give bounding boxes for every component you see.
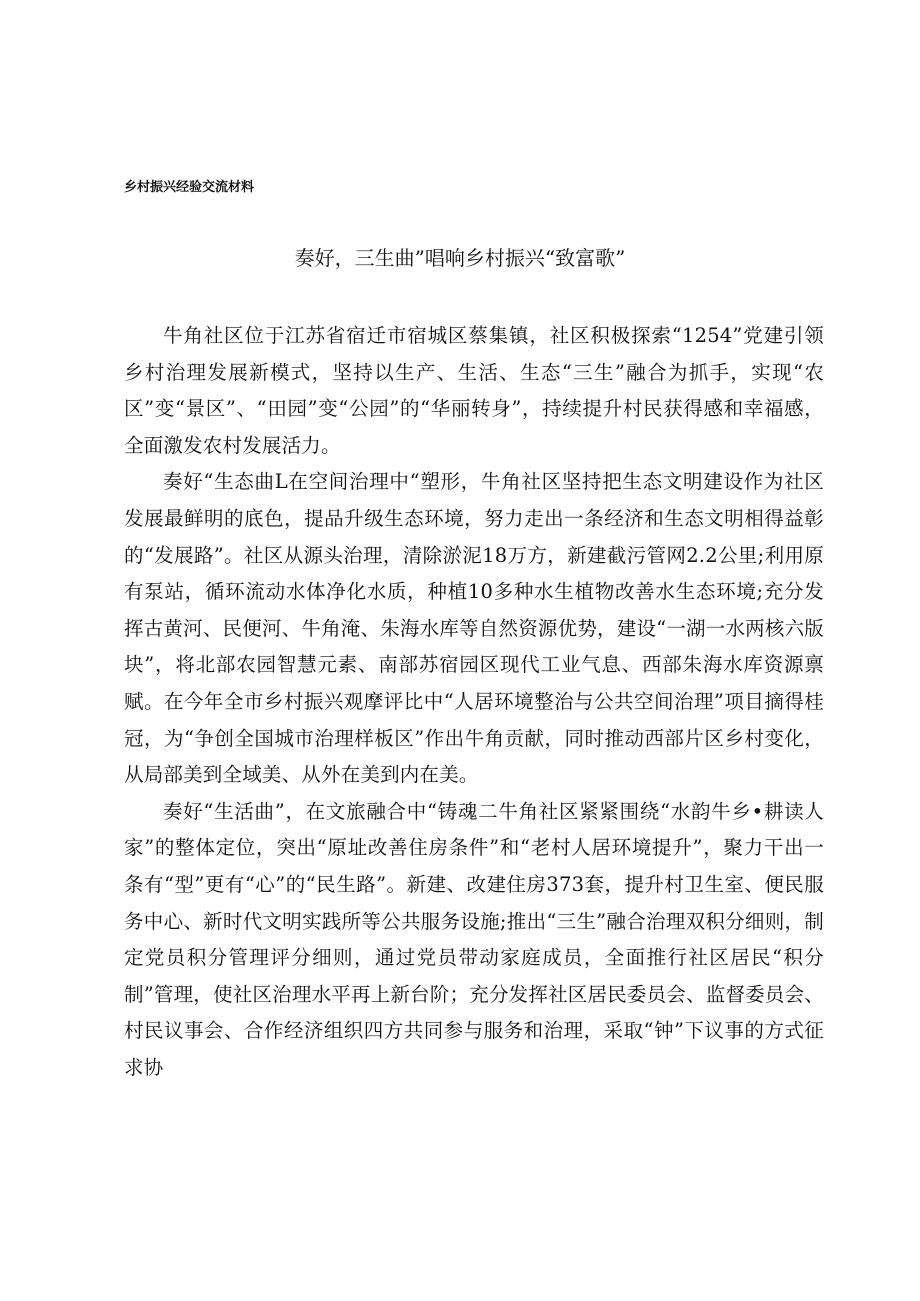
paragraph-living: 奏好“生活曲”，在文旅融合中“铸魂二牛角社区紧紧围绕“水韵牛乡•耕读人家”的整体定位，突出“原址改善住房条件”和“老村人居环境提升”，聚力干出一条有“型”更有“心”的“民生路”。新建、改建住房373套，提升村卫生室、便民服务中心、新时代文明实践所等公共服务设施;推出“三生”融合治理双积分细则，制定党员积分管理评分细则，通过党员带动家庭成员，全面推行社区居民“积分制”管理，使社区治理水平再上新台阶；充分发挥社区居民委员会、监督委员会、村民议事会、合作经济组织四方共同参与服务和治理，采取“钟”下议事的方式征求协 <box>124 799 824 1079</box>
document-title: 奏好，三生曲”唱响乡村振兴“致富歌” <box>294 246 626 270</box>
document-body <box>124 318 824 1086</box>
paragraph-intro: 牛角社区位于江苏省宿迁市宿城区蔡集镇，社区积极探索“1254”党建引领乡村治理发展新模式，坚持以生产、生活、生态“三生”融合为抓手，实现“农区”变“景区”、“田园”变“公园”的“华丽转身”，持续提升村民获得感和幸福感，全面激发农村发展活力。 <box>124 324 824 457</box>
paragraph-ecology: 奏好“生态曲L在空间治理中“塑形，牛角社区坚持把生态文明建设作为社区发展最鲜明的底色，提品升级生态环境，努力走出一条经济和生态文明相得益彰的“发展路”。社区从源头治理，清除淤泥18万方，新建截污管网2.2公里;利用原有泵站，循环流动水体净化水质，种植10多种水生植物改善水生态环境;充分发挥古黄河、民便河、牛角淹、朱海水库等自然资源优势，建设“一湖一水两核六版块”，将北部农园智慧元素、南部苏宿园区现代工业气息、西部朱海水库资源禀赋。在今年全市乡村振兴观摩评比中“人居环境整治与公共空间治理”项目摘得桂冠，为“争创全国城市治理样板区”作出牛角贡献，同时推动西部片区乡村变化，从局部美到全域美、从外在美到内在美。 <box>124 470 824 787</box>
document-category-label: 乡村振兴经验交流材料 <box>124 180 255 195</box>
